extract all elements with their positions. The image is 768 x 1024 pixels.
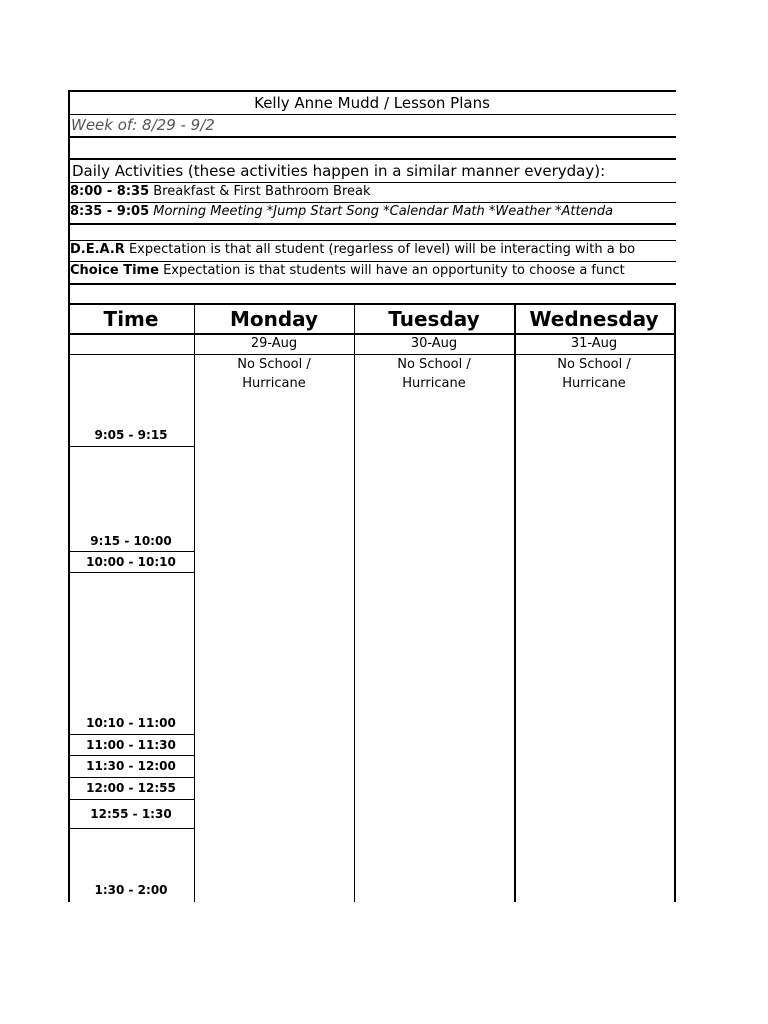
choice-time-text: Expectation is that students will have an opportunity to choose a funct (163, 263, 625, 278)
time-slot: 10:00 - 10:10 (86, 555, 176, 569)
note-line: No School / (237, 357, 311, 372)
dear-text: Expectation is that all student (regarless of level) will be interacting with a bo (128, 242, 636, 257)
time-column-header: Time (103, 307, 159, 331)
note-wednesday (514, 355, 674, 393)
date-tuesday: 30-Aug (410, 336, 458, 351)
lesson-plan-sheet (68, 90, 676, 902)
time-slot: 9:15 - 10:00 (90, 534, 172, 548)
time-slot: 1:30 - 2:00 (94, 883, 168, 897)
choice-time-row (68, 261, 676, 281)
daily-row-time: 8:00 - 8:35 (70, 184, 150, 199)
note-line: Hurricane (562, 376, 626, 391)
week-of (68, 114, 676, 136)
time-slot: 11:00 - 11:30 (86, 738, 176, 752)
note-line: Hurricane (402, 376, 466, 391)
note-line: No School / (557, 357, 631, 372)
daily-activities-heading: Daily Activities (these activities happen in a similar manner everyday): (72, 162, 606, 180)
date-monday: 29-Aug (250, 336, 298, 351)
note-line: Hurricane (242, 376, 306, 391)
dear-row (68, 240, 676, 260)
daily-row-text: Breakfast & First Bathroom Break (153, 184, 371, 199)
day-header-monday: Monday (229, 307, 319, 331)
time-slot: 12:55 - 1:30 (90, 807, 172, 821)
daily-row-breakfast (68, 182, 676, 202)
date-wednesday: 31-Aug (570, 336, 618, 351)
time-slot: 9:05 - 9:15 (94, 428, 168, 442)
note-tuesday (354, 355, 514, 393)
week-label: Week of: (71, 116, 138, 134)
choice-time-label: Choice Time (70, 263, 159, 278)
note-line: No School / (397, 357, 471, 372)
day-header-tuesday: Tuesday (388, 307, 480, 331)
dear-label: D.E.A.R (70, 242, 125, 257)
note-monday (194, 355, 354, 393)
time-slot: 10:10 - 11:00 (86, 716, 176, 730)
daily-row-time: 8:35 - 9:05 (70, 204, 150, 219)
page-title: Kelly Anne Mudd / Lesson Plans (254, 94, 490, 112)
time-slot: 11:30 - 12:00 (86, 759, 176, 773)
time-slot: 12:00 - 12:55 (86, 781, 176, 795)
daily-row-morning-meeting (68, 202, 676, 222)
day-header-wednesday: Wednesday (529, 307, 659, 331)
week-value: 8/29 - 9/2 (142, 116, 215, 134)
daily-row-text: Morning Meeting *Jump Start Song *Calendar Math *Weather *Attenda (153, 204, 614, 219)
